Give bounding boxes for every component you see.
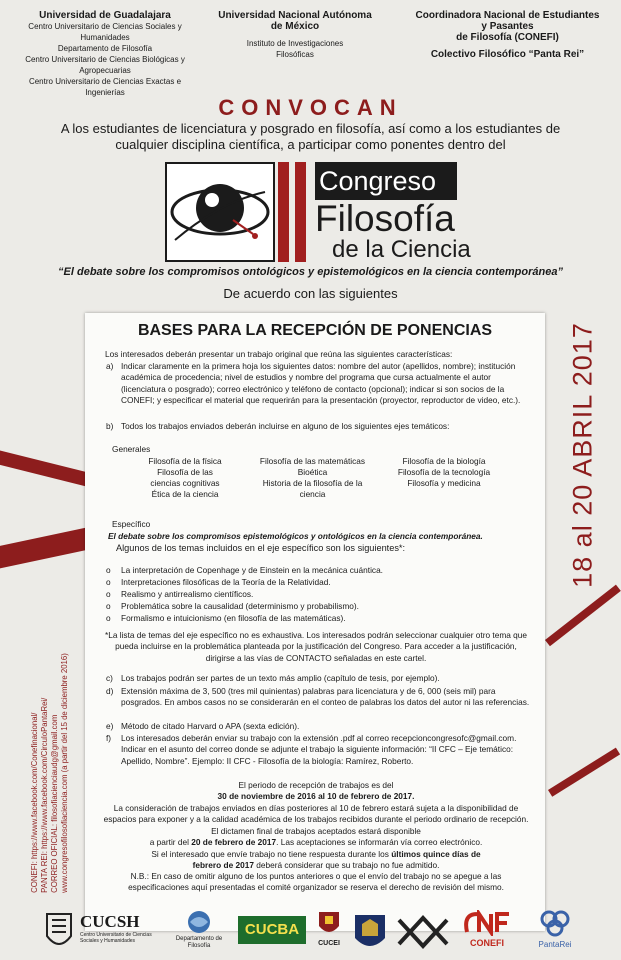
bases-intro: Los interesados deberán presentar un trabajo original que reúna las siguientes características: bbox=[105, 349, 453, 359]
especifico-title: El debate sobre los compromisos epistemológicos y ontológicos en la ciencia contemporánea. bbox=[108, 531, 483, 541]
pantarei-knot-icon bbox=[538, 908, 572, 938]
item-b: Todos los trabajos enviados deberán incluirse en alguno de los siguientes ejes temáticos: bbox=[121, 421, 450, 431]
eje-item: ciencia bbox=[299, 489, 326, 499]
tema-item: La interpretación de Copenhage y de Einstein en la mecánica cuántica. bbox=[121, 565, 383, 575]
cucba-logo: CUCBA bbox=[238, 916, 306, 944]
depto-filosofia-icon bbox=[184, 910, 214, 934]
cucsh-name: CUCSH bbox=[80, 912, 140, 931]
item-a: Indicar claramente en la primera hoja los siguientes datos: nombre del autor (apellidos, nombre); institución académica de procedencia; nivel de estudios y nombre del programa que cursa actualmente el autor (licenciatura o posgrado); correo electrónico y teléfono de contacto (opcional); indicar si son socios de la CONEFI; y especificar el material que requerirán para la presentación (proyector, reproductor de video, etc.). bbox=[121, 361, 521, 405]
contact-line: www.congresofilosofiaciencia.com (a partir del 15 de diciembre 2016) bbox=[60, 653, 69, 893]
bases-title: BASES PARA LA RECEPCIÓN DE PONENCIAS bbox=[137, 322, 493, 339]
item-c: Los trabajos podrán ser partes de un texto más amplio (capítulo de tesis, por ejemplo). bbox=[121, 673, 440, 683]
unam-line: Instituto de Investigaciones bbox=[246, 39, 344, 48]
conefi-colectivo: Colectivo Filosófico “Panta Rei” bbox=[430, 49, 585, 60]
respuesta-bold-1: últimos quince días de bbox=[391, 849, 481, 859]
convocan-heading: CONVOCAN bbox=[218, 95, 403, 120]
conefi-title-2: y Pasantes bbox=[481, 21, 534, 32]
cucei-logo bbox=[313, 910, 345, 947]
logo-congreso: Congreso bbox=[315, 162, 457, 200]
respuesta-pre: Si el interesado que envíe trabajo no tiene respuesta durante los bbox=[151, 849, 389, 859]
item-label: e) bbox=[106, 721, 114, 731]
eje-item: Bioética bbox=[297, 467, 328, 477]
footer-logos bbox=[40, 906, 585, 958]
item-f: Los interesados deberán enviar su trabajo con la extensión .pdf al correo recepcioncongresofc@gmail.com. Indicar en el asunto del correo donde se adjunte el trabajo la siguiente información: “II CFC – Eje temático: Apellido, Nombre”. Ejemplo: II CFC - Filosofía de la biología: Ramírez, Roberto. bbox=[121, 733, 517, 766]
bullet: o bbox=[106, 613, 111, 623]
eje-item: Filosofía de las bbox=[157, 467, 213, 477]
item-label: f) bbox=[106, 733, 112, 743]
item-d: Extensión máxima de 3, 500 (tres mil quinientas) palabras para licenciatura y de 6, 000 (seis mil) para posgrados. En ambos casos no se considerarán en el conteo de palabras los datos del autor ni las referencias. bbox=[121, 686, 530, 708]
contact-line: CORREO OFICIAL: filosofiacienciaudg@gmail.com bbox=[50, 714, 59, 893]
udg-title: Universidad de Guadalajara bbox=[39, 10, 171, 21]
unam-title-2: de México bbox=[270, 21, 320, 32]
contact-line: PANTA REI: https://www.facebook.com/CirculoPantaRei/ bbox=[40, 697, 49, 893]
stripe-right bbox=[545, 585, 621, 647]
pantarei-name: PantaRei bbox=[538, 940, 572, 949]
header-conefi bbox=[405, 10, 610, 60]
congress-subtitle: “El debate sobre los compromisos ontológicos y epistemológicos en la ciencia contemporánea” bbox=[58, 266, 563, 278]
header-unam bbox=[215, 10, 375, 60]
eje-item: Filosofía de la física bbox=[148, 456, 222, 466]
respuesta-line-2 bbox=[100, 860, 532, 871]
item-label: c) bbox=[106, 673, 113, 683]
logo-filosofia: Filosofía bbox=[315, 198, 455, 239]
bullet: o bbox=[106, 601, 111, 611]
header-udg bbox=[10, 10, 200, 98]
nb-text: N.B.: En caso de omitir alguno de los puntos anteriores o que el envío del trabajo no se apegue a las especificaciones aquí presentadas el comité organizador se reserva el derecho de revisión del mismo. bbox=[128, 871, 504, 893]
udg-line: Centro Universitario de Ciencias Exactas e Ingenierías bbox=[28, 77, 182, 97]
conefi-title-3: de Filosofía (CONEFI) bbox=[456, 32, 559, 43]
eje-item: Filosofía y medicina bbox=[407, 478, 481, 488]
periodo-label: El periodo de recepción de trabajos es del bbox=[238, 780, 394, 790]
cucsh-logo bbox=[80, 912, 162, 944]
unam-line: Filosóficas bbox=[276, 50, 314, 59]
udg-line: Centro Universitario de Ciencias Biológicas y Agropecuarias bbox=[25, 55, 185, 75]
conefi-mark-icon bbox=[461, 910, 513, 936]
udg-seal-icon bbox=[44, 912, 74, 952]
item-label: d) bbox=[106, 686, 114, 696]
dictamen-line bbox=[100, 837, 532, 848]
item-e: Método de citado Harvard o APA (sexta edición). bbox=[121, 721, 300, 731]
acuerdo-text: De acuerdo con las siguientes bbox=[223, 286, 398, 301]
bullet: o bbox=[106, 577, 111, 587]
tema-item: Realismo y antirrealismo científicos. bbox=[121, 589, 254, 599]
unam-title-1: Universidad Nacional Autónoma bbox=[218, 10, 372, 21]
tema-item: Interpretaciones filosóficas de la Teoría de la Relatividad. bbox=[121, 577, 331, 587]
stripe-right-low bbox=[548, 748, 620, 797]
ejes-col-3 bbox=[385, 456, 503, 489]
nota-text: *La lista de temas del eje específico no es exhaustiva. Los interesados podrán seleccionar cualquier otro tema que pueda incluirse en la problemática planteada por la justificación del Congreso. Para acceder a la justificación, dirigirse a las vías de CONTACTO señaladas en este cartel. bbox=[104, 630, 527, 663]
ejes-col-1 bbox=[130, 456, 240, 500]
udg-line: Departamento de Filosofía bbox=[57, 44, 153, 53]
item-label: b) bbox=[106, 421, 114, 431]
periodo-fechas: 30 de noviembre de 2016 al 10 de febrero de 2017. bbox=[217, 791, 415, 801]
consideracion-text: La consideración de trabajos enviados en días posteriores al 10 de febrero estará sujeta a la disponibilidad de espacios para exponer y a la calidad académica de los trabajos recibidos durante el periodo ordinario de recepción. El dictamen final de trabajos aceptados estará disponible bbox=[103, 803, 529, 836]
contact-info bbox=[30, 653, 70, 893]
cucsh-sub: Centro Universitario de Ciencias Sociales y Humanidades bbox=[80, 932, 152, 944]
cucei-name: CUCEI bbox=[318, 940, 340, 947]
tema-item: Problemática sobre la causalidad (determinismo y probabilismo). bbox=[121, 601, 359, 611]
especifico-label: Específico bbox=[112, 519, 151, 529]
stripe-left-top bbox=[0, 448, 97, 488]
iif-knot-icon bbox=[395, 914, 451, 950]
eje-item: Filosofía de las matemáticas bbox=[259, 456, 366, 466]
conefi-title-1: Coordinadora Nacional de Estudiantes bbox=[415, 10, 600, 21]
dictamen-post: . Las aceptaciones se informarán vía correo electrónico. bbox=[276, 837, 483, 847]
dictamen-fecha: 20 de febrero de 2017 bbox=[191, 837, 277, 847]
eje-item: Filosofía de la biología bbox=[402, 456, 486, 466]
respuesta-line-1 bbox=[100, 849, 532, 860]
logo-bars bbox=[278, 162, 308, 262]
congress-dates: 18 al 20 ABRIL 2017 bbox=[567, 322, 598, 588]
bullet: o bbox=[106, 565, 111, 575]
respuesta-bold-2: febrero de 2017 bbox=[192, 860, 254, 870]
item-label: a) bbox=[106, 361, 114, 371]
conefi-logo bbox=[455, 910, 519, 948]
contact-line: CONEFI: https://www.facebook.com/Conefinacional/ bbox=[30, 712, 39, 893]
tema-item: Formalismo e intuicionismo (en filosofía de las matemáticas). bbox=[121, 613, 346, 623]
cucei-shield-icon bbox=[317, 910, 341, 938]
pantarei-logo bbox=[528, 908, 582, 949]
intro-text: A los estudiantes de licenciatura y posgrado en filosofía, así como a los estudiantes de cualquier disciplina científica, a participar como ponentes dentro del bbox=[60, 121, 561, 152]
eje-item: Filosofía de la tecnología bbox=[397, 467, 491, 477]
stripe-left-mid bbox=[0, 527, 92, 569]
bullet: o bbox=[106, 589, 111, 599]
respuesta-post: deberá considerar que su trabajo no fue admitido. bbox=[256, 860, 440, 870]
logo-de-la-ciencia: de la Ciencia bbox=[332, 236, 471, 263]
conefi-name: CONEFI bbox=[469, 938, 504, 948]
congress-emblem bbox=[165, 162, 275, 262]
udg-line: Centro Universitario de Ciencias Sociales y Humanidades bbox=[28, 22, 182, 42]
especifico-intro: Algunos de los temas incluidos en el eje específico son los siguientes*: bbox=[116, 543, 406, 553]
depto-name: Departamento de Filosofía bbox=[175, 936, 223, 949]
eje-item: ciencias cognitivas bbox=[150, 478, 220, 488]
depto-logo bbox=[168, 910, 230, 950]
generales-label: Generales bbox=[112, 444, 151, 454]
ejes-col-2 bbox=[245, 456, 380, 500]
eje-item: Historia de la filosofía de la bbox=[262, 478, 363, 488]
eje-item: Ética de la ciencia bbox=[151, 489, 219, 499]
dictamen-pre: a partir del bbox=[149, 837, 189, 847]
unam-seal-icon bbox=[352, 912, 388, 952]
